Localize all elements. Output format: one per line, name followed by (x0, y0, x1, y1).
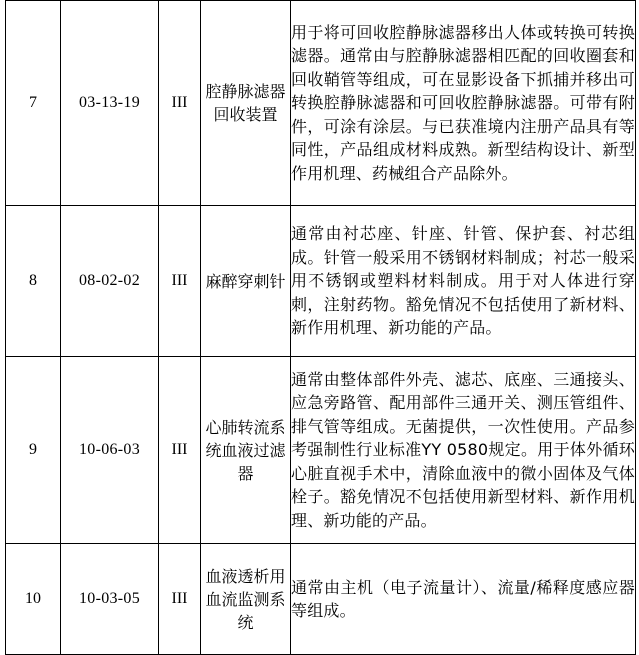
product-description: 用于将可回收腔静脉滤器移出人体或转换可转换滤器。通常由与腔静脉滤器相匹配的回收圈套和回收鞘管等组成，可在显影设备下抓捕并移出可转换腔静脉滤器和可回收腔静脉滤器。可带有附件，可涂有涂层。与已获准境内注册产品具有等同性，产品组成材料成熟。新型结构设计、新型作用机理、药械组合产品除外。 (291, 1, 636, 206)
table-row (6, 544, 636, 655)
product-description: 通常由整体部件外壳、滤芯、底座、三通接头、应急旁路管、配用部件三通开关、测压管组件、排气管等组成。无菌提供，一次性使用。产品参考强制性行业标准YY 0580规定。用于体外循环心脏直视手术中，清除血液中的微小固体及气体栓子。豁免情况不包括使用新型材料、新作用机理、新功能的产品。 (291, 357, 636, 544)
row-number: 10 (6, 544, 61, 655)
table-row (6, 1, 636, 206)
device-table (5, 0, 636, 655)
row-number: 8 (6, 206, 61, 357)
classification-code: 10-06-03 (61, 357, 159, 544)
product-description: 通常由衬芯座、针座、针管、保护套、衬芯组成。针管一般采用不锈钢材料制成；衬芯一般采用不锈钢或塑料材料制成。用于对人体进行穿刺，注射药物。豁免情况不包括使用了新材料、新作用机理、新功能的产品。 (291, 206, 636, 357)
product-name: 心肺转流系统血液过滤器 (201, 357, 291, 544)
classification-code: 10-03-05 (61, 544, 159, 655)
management-class: III (159, 544, 201, 655)
management-class: III (159, 357, 201, 544)
product-name: 麻醉穿刺针 (201, 206, 291, 357)
row-number: 9 (6, 357, 61, 544)
table-row (6, 357, 636, 544)
management-class: III (159, 1, 201, 206)
product-description: 通常由主机（电子流量计）、流量/稀释度感应器等组成。 (291, 544, 636, 655)
product-name: 血液透析用血流监测系统 (201, 544, 291, 655)
table-row (6, 206, 636, 357)
classification-code: 08-02-02 (61, 206, 159, 357)
management-class: III (159, 206, 201, 357)
product-name: 腔静脉滤器回收装置 (201, 1, 291, 206)
classification-code: 03-13-19 (61, 1, 159, 206)
row-number: 7 (6, 1, 61, 206)
